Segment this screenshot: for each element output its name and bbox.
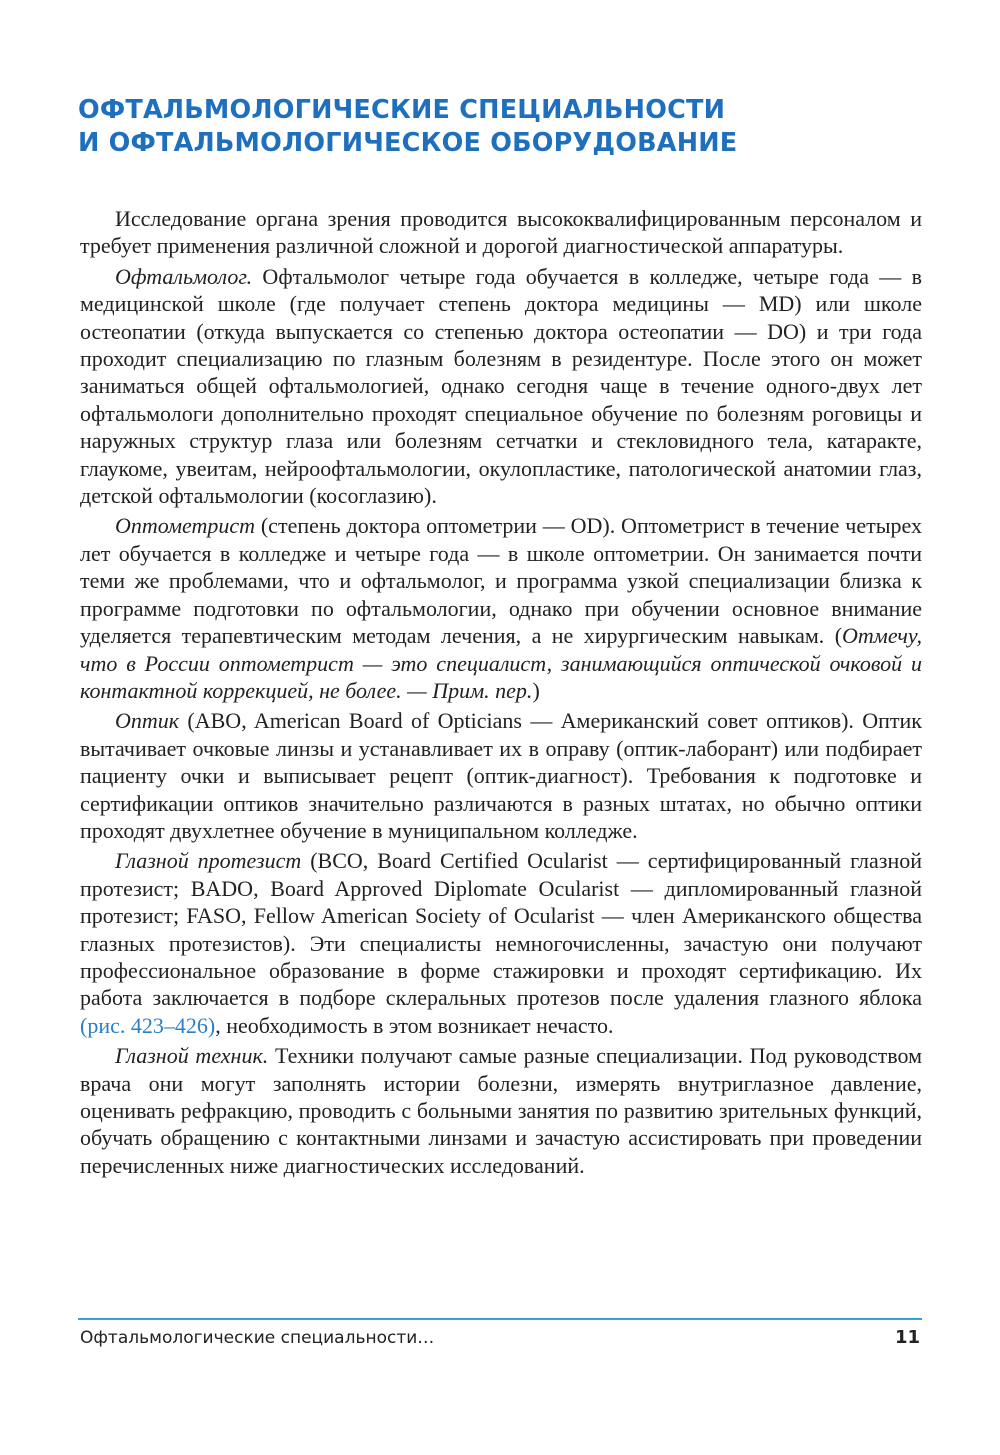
paragraph-optician [80,707,922,844]
figure-reference-link[interactable]: (рис. 423–426) [80,1012,216,1038]
paragraph-technician [80,1042,922,1179]
page-title-line-1: ОФТАЛЬМОЛОГИЧЕСКИЕ СПЕЦИАЛЬНОСТИ [78,95,726,125]
text-technician: Техники получают самые разные специализации. Под руководством врача они могут заполнять истории болезни, измерять внутриглазное давление, оценивать рефракцию, проводить с больными занятия по развитию зрительных функций, обучать обращению с контактными линзами и зачастую ассистировать при проведении перечисленных ниже диагностических исследований. [80,1043,922,1178]
term-ophthalmologist: Офтальмолог. [115,263,253,289]
paragraph-ocularist [80,847,922,1039]
page-number: 11 [894,1327,920,1348]
text-ophthalmologist: Офтальмолог четыре года обучается в колледже, четыре года — в медицинской школе (где получает степень доктора медицины — MD) или школе остеопатии (откуда выпускается со степенью доктора остеопатии — DO) и три года проходит специализацию по глазным болезням в резидентуре. После этого он может заниматься общей офтальмологией, однако сегодня чаще в течение одного-двух лет офтальмологи дополнительно проходят специальное обучение по болезням роговицы и наружных структур глаза или болезням сетчатки и стекловидного тела, катаракте, глаукоме, увеитам, нейроофтальмологии, окулопластике, патологической анатомии глаз, детской офтальмологии (косоглазию). [80,263,922,509]
translator-note-close: ) [532,677,540,703]
paragraph-optometrist [80,512,922,704]
term-ocularist: Глазной протезист [115,848,302,874]
term-technician: Глазной техник. [115,1043,269,1069]
translator-note: Отмечу, что в России оптометрист — это специалист, занимающийся оптической очковой и контактной коррекцией, не более. — Прим. пер. [80,623,922,703]
text-optometrist: (степень доктора оптометрии — OD). Оптометрист в течение четырех лет обучается в колледже и четыре года — в школе оптометрии. Он занимается почти теми же проблемами, что и офтальмолог, и программа узкой специализации близка к программе подготовки по офтальмологии, однако при обучении основное внимание уделяется терапевтическим методам лечения, а не хирургическим навыкам. ( [80,513,922,649]
page-title-line-2: И ОФТАЛЬМОЛОГИЧЕСКОЕ ОБОРУДОВАНИЕ [78,128,738,158]
term-optician: Оптик [115,708,180,734]
term-optometrist: Оптометрист [115,513,255,539]
footer-running-title: Офтальмологические специальности… [80,1328,435,1348]
text-ocularist-after: , необходимость в этом возникает нечасто. [215,1012,614,1038]
paragraph-ophthalmologist [80,263,922,510]
text-ocularist: (BCO, Board Certified Ocularist — сертифицированный глазной протезист; BADO, Board Approved Diplomate Ocularist — дипломированный глазной протезист; FASO, Fellow American Society of Ocularist — член Американского общества глазных протезистов). Эти специалисты немногочисленны, зачастую они получают профессиональное образование в форме стажировки и проходят сертификацию. Их работа заключается в подборе склеральных протезов после удаления глазного яблока [80,848,922,1011]
text-optician: (ABO, American Board of Opticians — Американский совет оптиков). Оптик вытачивает очковые линзы и устанавливает их в оправу (оптик-лаборант) или подбирает пациенту очки и выписывает рецепт (оптик-диагност). Требования к подготовке и сертификации оптиков значительно различаются в разных штатах, но обычно оптики проходят двухлетнее обучение в муниципальном колледже. [80,708,922,843]
page-title [78,94,938,160]
intro-paragraph: Исследование органа зрения проводится высококвалифицированным персоналом и требует применения различной сложной и дорогой диагностической аппаратуры. [80,206,922,259]
footer-divider [78,1318,922,1320]
article-body [80,205,922,1179]
